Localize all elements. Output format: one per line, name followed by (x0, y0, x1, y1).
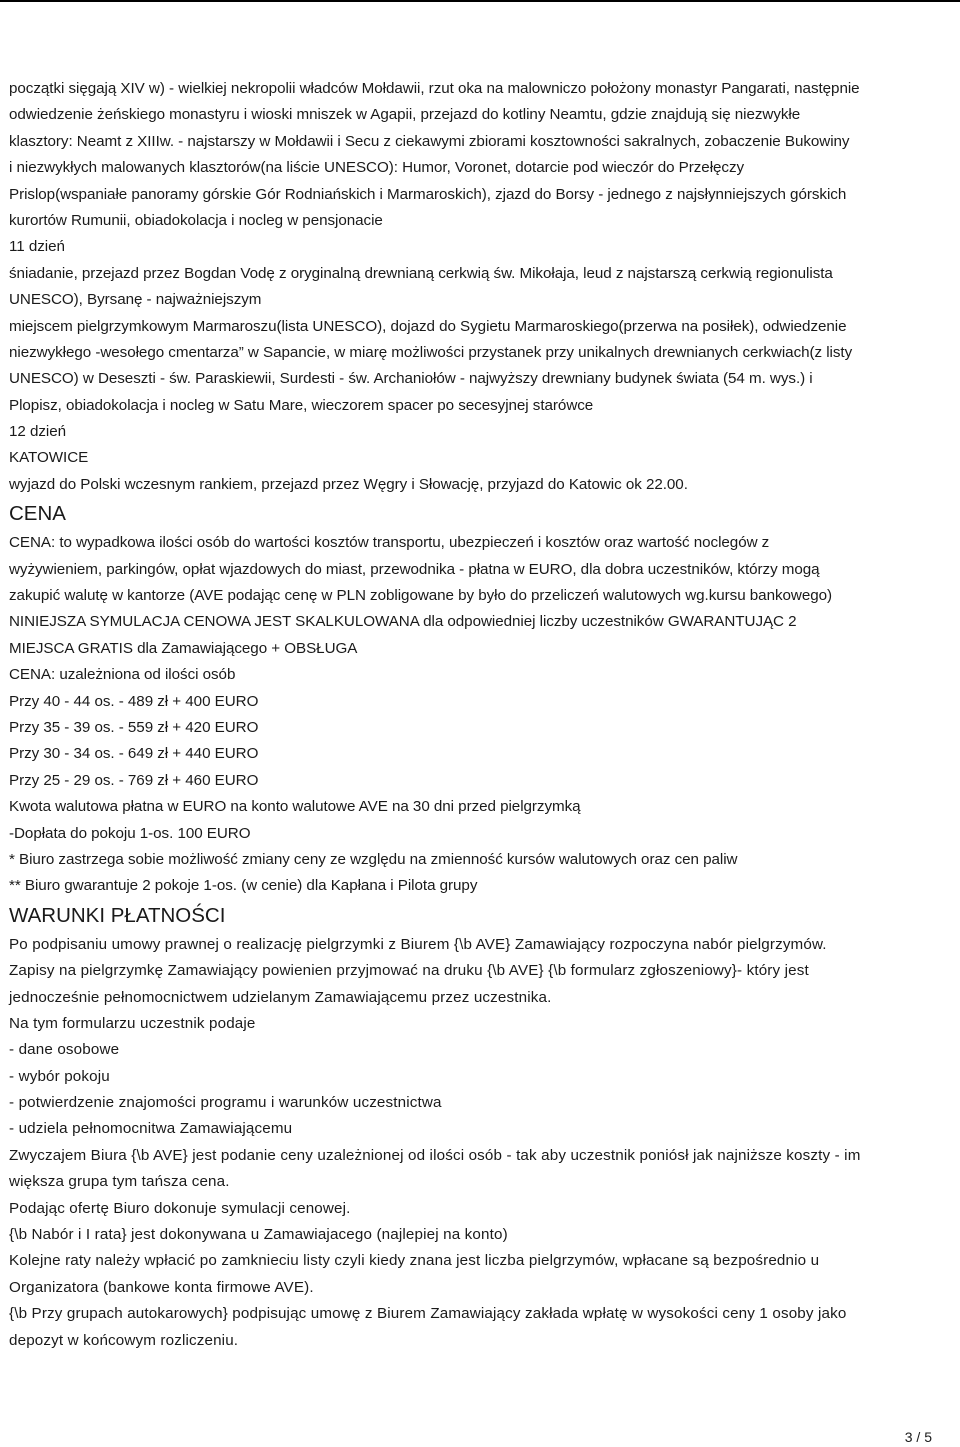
section-heading-warunki-platnosci: WARUNKI PŁATNOŚCI (9, 903, 226, 927)
text-line: kurortów Rumunii, obiadokolacja i nocleg w pensjonacie (9, 211, 383, 229)
text-line: i niezwykłych malowanych klasztorów(na liście UNESCO): Humor, Voronet, dotarcie pod wieczór do Przełęczy (9, 159, 745, 177)
payment-terms-section (9, 932, 949, 1354)
day-label: 12 dzień (9, 423, 67, 441)
top-rule (0, 0, 960, 2)
price-row: Przy 25 - 29 os. - 769 zł + 460 EURO (9, 771, 259, 789)
text-line: wyżywieniem, parkingów, opłat wjazdowych do miast, przewodnika - płatna w EURO, dla dobra uczestników, którzy mogą (9, 560, 820, 578)
text-line: {\b Nabór i I rata} jest dokonywana u Zamawiajacego (najlepiej na konto) (9, 1226, 508, 1244)
text-line: Prislop(wspaniałe panoramy górskie Gór Rodniańskich i Marmaroskich), zjazd do Borsy - jednego z najsłynniejszych górskich (9, 185, 847, 203)
document-body (9, 76, 949, 1354)
text-line: ** Biuro gwarantuje 2 pokoje 1-os. (w cenie) dla Kapłana i Pilota grupy (9, 877, 478, 895)
text-line: depozyt w końcowym rozliczeniu. (9, 1331, 239, 1349)
text-line: większa grupa tym tańsza cena. (9, 1173, 230, 1191)
list-item: - wybór pokoju (9, 1067, 110, 1085)
text-line: odwiedzenie żeńskiego monastyru i wioski mniszek w Agapii, przejazd do kotliny Neamtu, gdzie znajdują się niezwykłe (9, 106, 801, 124)
price-section (9, 530, 949, 899)
text-line: Kolejne raty należy wpłacić po zamknieciu listy czyli kiedy znana jest liczba pielgrzymów, wpłacane są bezpośrednio u (9, 1252, 820, 1270)
text-line: -Dopłata do pokoju 1-os. 100 EURO (9, 824, 251, 842)
text-line: niezwykłego -wesołego cmentarza” w Sapancie, w miarę możliwości przystanek przy unikalnych drewnianych cerkwiach(z listy (9, 343, 853, 361)
list-item: - dane osobowe (9, 1041, 120, 1059)
text-line: Organizatora (bankowe konta firmowe AVE). (9, 1278, 314, 1296)
text-line: śniadanie, przejazd przez Bogdan Vodę z oryginalną drewnianą cerkwią św. Mikołaja, leud z najstarszą cerkwią regionulista (9, 264, 833, 282)
text-line: początki sięgają XIV w) - wielkiej nekropolii władców Mołdawii, rzut oka na malowniczo położony monastyr Pangarati, następnie (9, 80, 860, 97)
text-line: Na tym formularzu uczestnik podaje (9, 1014, 256, 1032)
day-label: 11 dzień (9, 238, 65, 256)
destination-label: KATOWICE (9, 449, 89, 467)
text-line: jednocześnie pełnomocnictwem udzielanym Zamawiającemu przez uczestnika. (9, 988, 552, 1006)
text-line: Podając ofertę Biuro dokonuje symulacji cenowej. (9, 1199, 351, 1217)
text-line: Po podpisaniu umowy prawnej o realizację pielgrzymki z Biurem {\b AVE} Zamawiający rozpoczyna nabór pielgrzymów. (9, 935, 827, 953)
text-line: * Biuro zastrzega sobie możliwość zmiany ceny ze względu na zmienność kursów walutowych oraz cen paliw (9, 850, 738, 868)
text-line: CENA: uzależniona od ilości osób (9, 666, 236, 684)
text-line: NINIEJSZA SYMULACJA CENOWA JEST SKALKULOWANA dla odpowiedniej liczby uczestników GWARANTUJĄC 2 (9, 613, 797, 631)
text-line: miejscem pielgrzymkowym Marmaroszu(lista UNESCO), dojazd do Sygietu Marmaroskiego(przerwa na posiłek), odwiedzenie (9, 317, 847, 335)
text-line: klasztory: Neamt z XIIIw. - najstarszy w Mołdawii i Secu z ciekawymi zbiorami kosztowności sakralnych, zobaczenie Bukowiny (9, 132, 850, 150)
itinerary-section (9, 76, 949, 498)
price-row: Przy 35 - 39 os. - 559 zł + 420 EURO (9, 718, 259, 736)
text-line: UNESCO) w Deseszti - św. Paraskiewii, Surdesti - św. Archaniołów - najwyższy drewniany budynek świata (54 m. wys.) i (9, 370, 813, 388)
text-line: Plopisz, obiadokolacja i nocleg w Satu Mare, wieczorem spacer po secesyjnej starówce (9, 396, 594, 414)
text-line: {\b Przy grupach autokarowych} podpisując umowę z Biurem Zamawiający zakłada wpłatę w wysokości ceny 1 osoby jako (9, 1305, 847, 1323)
list-item: - udziela pełnomocnitwa Zamawiającemu (9, 1120, 293, 1138)
section-heading-cena: CENA (9, 502, 66, 526)
text-line: Zwyczajem Biura {\b AVE} jest podanie ceny uzależnionej od ilości osób - tak aby uczestnik poniósł jak najniższe koszty - im (9, 1146, 861, 1164)
text-line: Kwota walutowa płatna w EURO na konto walutowe AVE na 30 dni przed pielgrzymką (9, 798, 581, 816)
page-number: 3 / 5 (904, 1429, 932, 1445)
list-item: - potwierdzenie znajomości programu i warunków uczestnictwa (9, 1094, 442, 1112)
text-line: CENA: to wypadkowa ilości osób do wartości kosztów transportu, ubezpieczeń i kosztów oraz wartość noclegów z (9, 534, 770, 552)
price-row: Przy 40 - 44 os. - 489 zł + 400 EURO (9, 692, 259, 710)
text-line: Zapisy na pielgrzymkę Zamawiający powienien przyjmować na druku {\b AVE} {\b formularz zgłoszeniowy}- który jest (9, 962, 809, 980)
text-line: zakupić walutę w kantorze (AVE podając cenę w PLN zobligowane by było do przeliczeń walutowych wg.kursu bankowego) (9, 587, 833, 605)
text-line: MIEJSCA GRATIS dla Zamawiającego + OBSŁUGA (9, 639, 358, 657)
text-line: UNESCO), Byrsanę - najważniejszym (9, 291, 262, 309)
text-line: wyjazd do Polski wczesnym rankiem, przejazd przez Węgry i Słowację, przyjazd do Katowic ok 22.00. (9, 475, 688, 493)
price-row: Przy 30 - 34 os. - 649 zł + 440 EURO (9, 745, 259, 763)
